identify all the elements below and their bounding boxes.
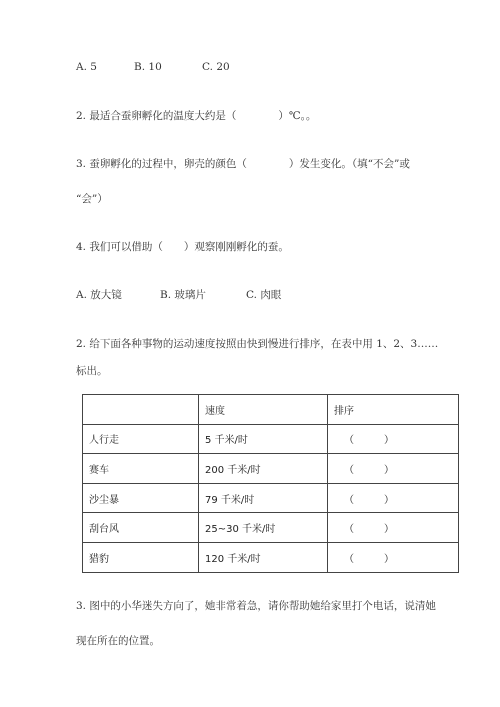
table-header-cell: 排序	[328, 395, 459, 425]
row-rank[interactable]	[328, 483, 459, 513]
row-rank[interactable]	[328, 424, 459, 454]
row-speed: 200 千米/时	[199, 454, 328, 484]
question-observation: 4. 我们可以借助（ ）观察刚刚孵化的蚕。	[76, 241, 289, 253]
rank-blank[interactable]: （ ）	[344, 464, 394, 476]
question-location-line1: 3. 图中的小华迷失方向了，她非常着急，请你帮助她给家里打个电话，说清她	[76, 600, 436, 612]
question-speed-line1: 2. 给下面各种事物的运动速度按照由快到慢进行排序，在表中用 1、2、3……	[76, 338, 439, 350]
row-name: 刮台风	[83, 513, 199, 543]
option-c: C. 20	[202, 61, 230, 73]
table-header-cell	[83, 395, 199, 425]
row-speed: 79 千米/时	[199, 483, 328, 513]
row-speed: 25~30 千米/时	[199, 513, 328, 543]
table-row	[83, 542, 459, 572]
speed-table	[82, 394, 459, 573]
rank-blank[interactable]: （ ）	[344, 435, 394, 447]
table-header-row	[83, 395, 459, 425]
option-b: B. 10	[134, 61, 162, 73]
table-row	[83, 454, 459, 484]
option-a: A. 放大镜	[76, 289, 122, 301]
row-rank[interactable]	[328, 454, 459, 484]
table-row	[83, 513, 459, 543]
row-name: 赛车	[83, 454, 199, 484]
rank-blank[interactable]: （ ）	[344, 553, 394, 565]
row-speed: 120 千米/时	[199, 542, 328, 572]
row-name: 猎豹	[83, 542, 199, 572]
question-speed-line2: 标出。	[76, 365, 108, 377]
table-header-cell: 速度	[199, 395, 328, 425]
rank-blank[interactable]: （ ）	[344, 494, 394, 506]
question-temperature: 2. 最适合蚕卵孵化的温度大约是（ ）℃。。	[76, 110, 317, 122]
question-eggshell-line2: “会”）	[76, 193, 108, 205]
rank-blank[interactable]: （ ）	[344, 524, 394, 536]
row-name: 人行走	[83, 424, 199, 454]
option-c: C. 肉眼	[246, 289, 282, 301]
question-location-line2: 现在所在的位置。	[76, 635, 160, 647]
option-a: A. 5	[76, 61, 97, 73]
option-b: B. 玻璃片	[160, 289, 206, 301]
row-rank[interactable]	[328, 542, 459, 572]
table-row	[83, 424, 459, 454]
row-speed: 5 千米/时	[199, 424, 328, 454]
question-eggshell-line1: 3. 蚕卵孵化的过程中，卵壳的颜色（ ）发生变化。（填“不会”或	[76, 158, 410, 170]
row-rank[interactable]	[328, 513, 459, 543]
table-row	[83, 483, 459, 513]
row-name: 沙尘暴	[83, 483, 199, 513]
